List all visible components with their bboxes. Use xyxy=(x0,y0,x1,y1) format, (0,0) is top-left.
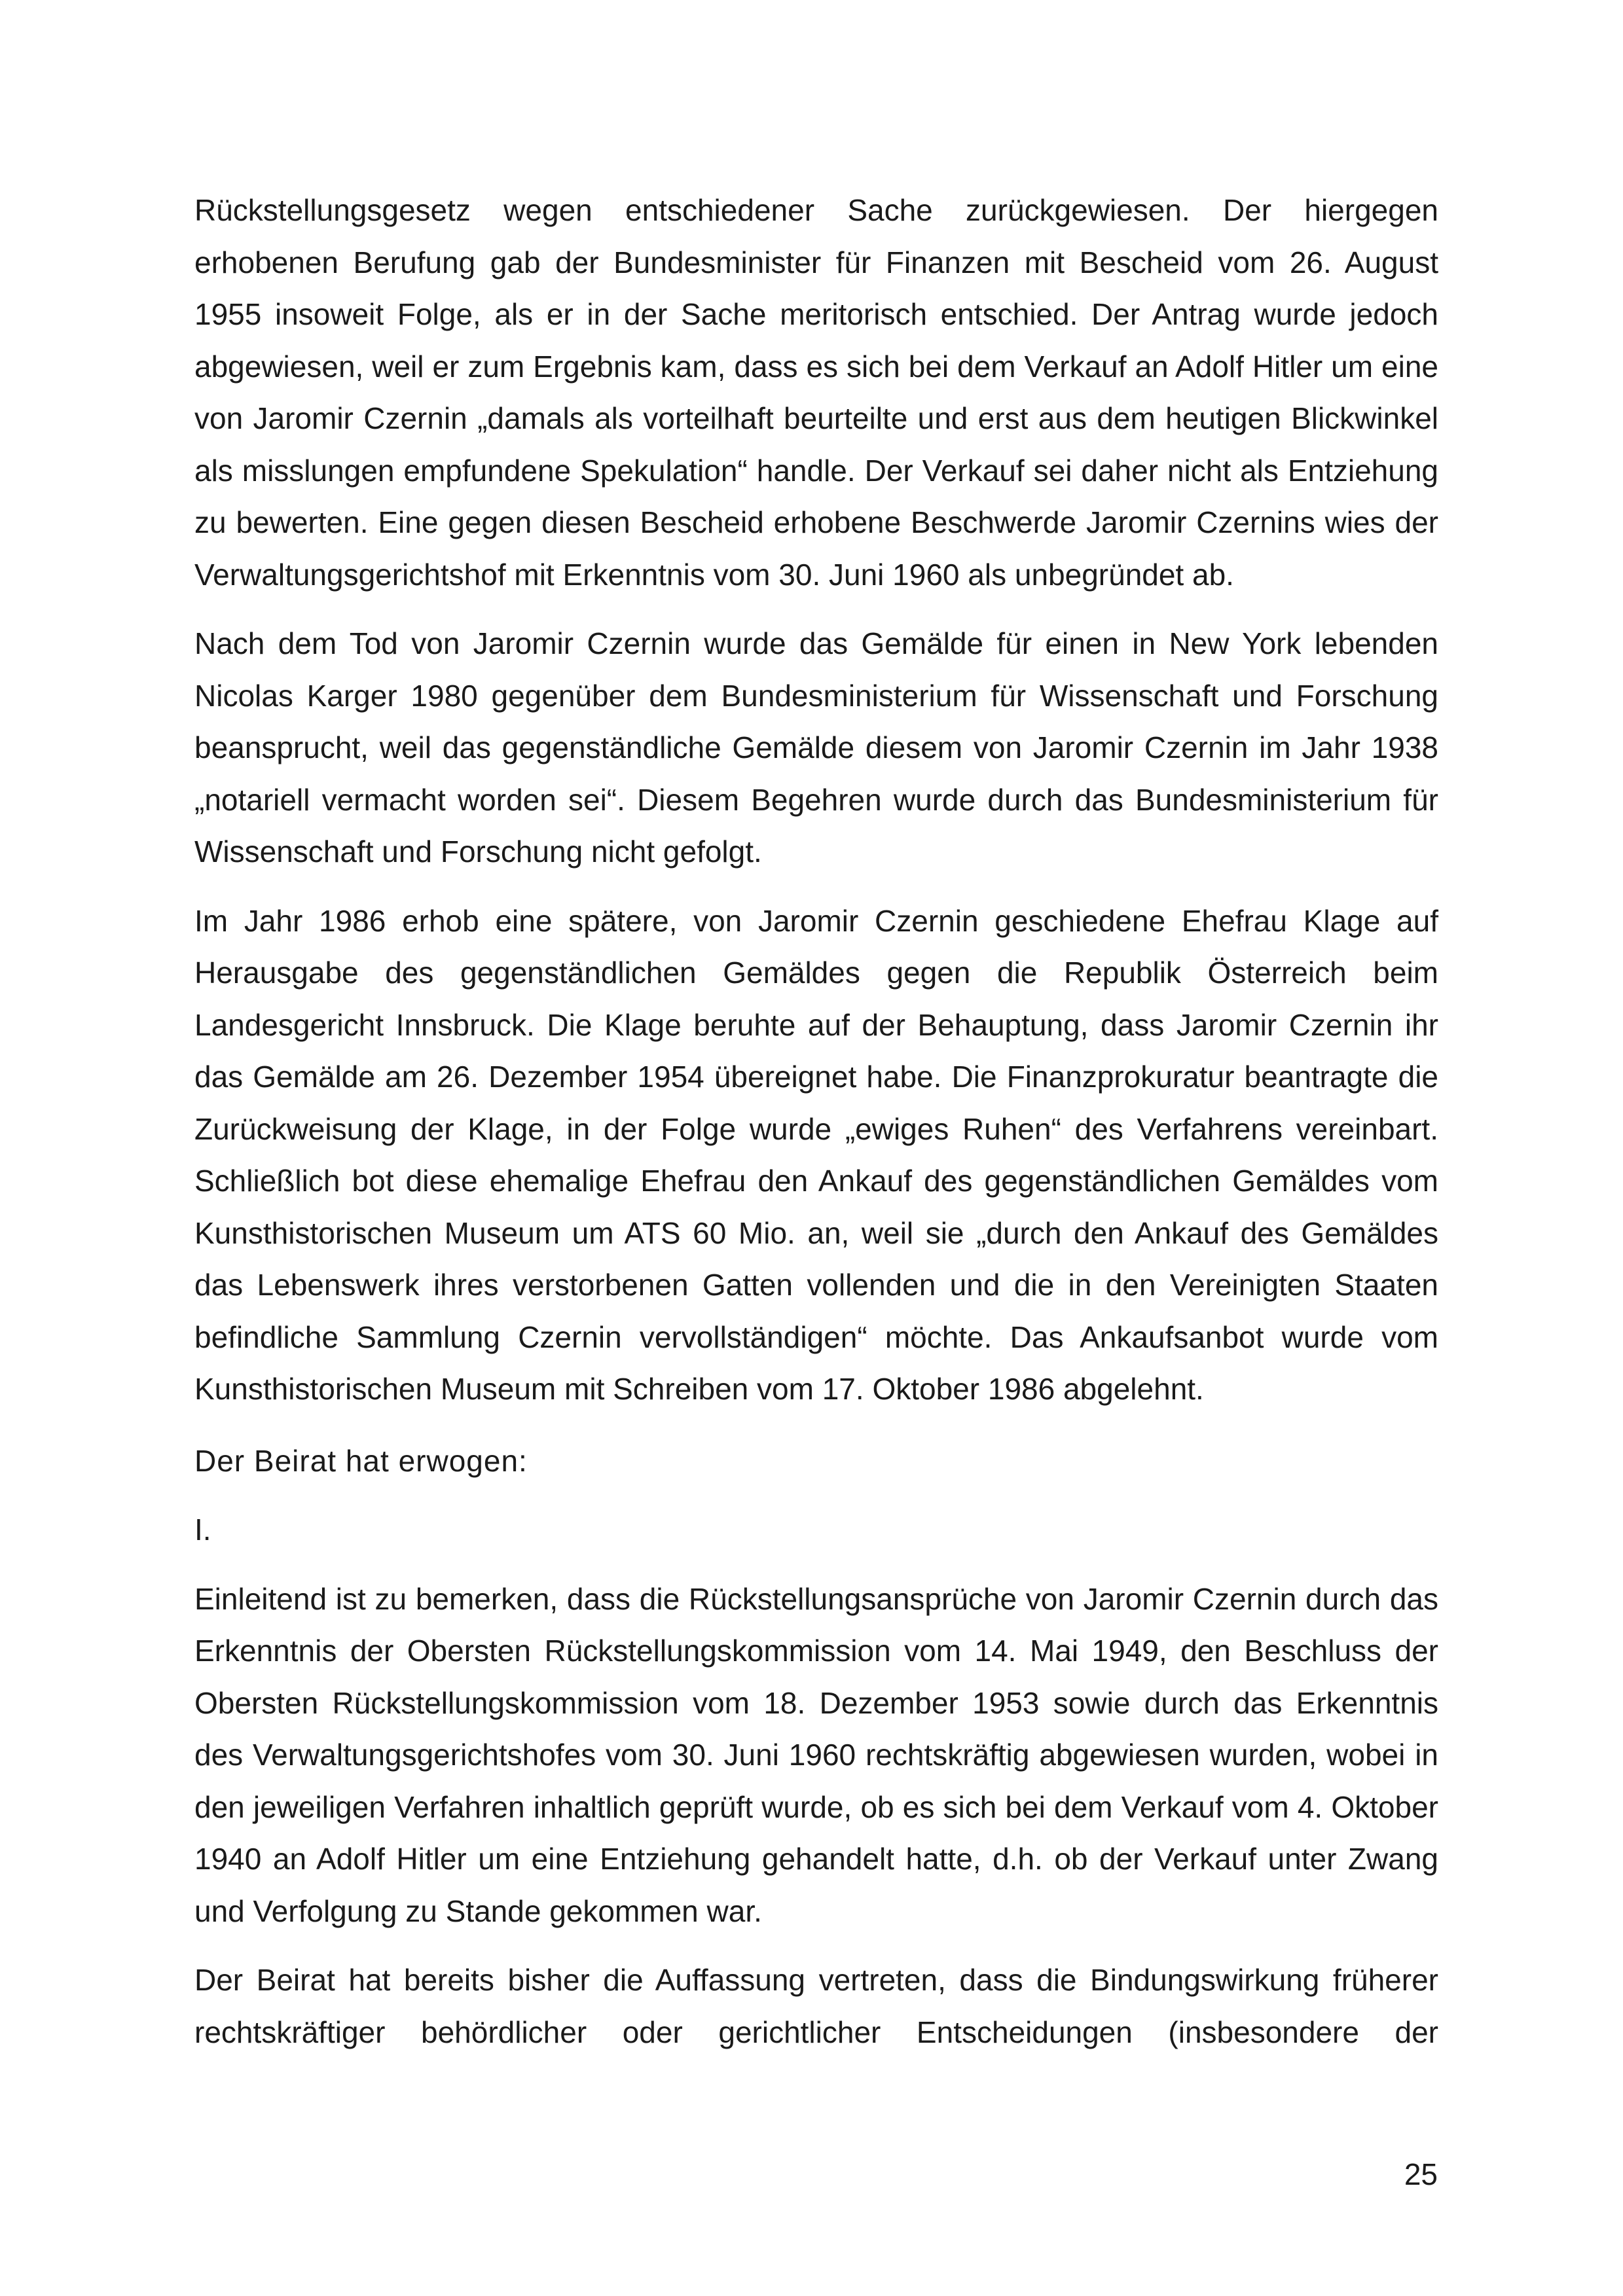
paragraph-karger-claim: Nach dem Tod von Jaromir Czernin wurde das Gemälde für einen in New York lebenden Nicolas Karger 1980 gegenüber dem Bundesministerium für Wissenschaft und Forschung beansprucht, weil das gegenständliche Gemälde diesem von Jaromir Czernin im Jahr 1938 „notariell vermacht worden sei“. Diesem Begehren wurde durch das Bundesministerium für Wissenschaft und Forschung nicht gefolgt. xyxy=(194,626,1438,869)
paragraph-binding-effect: Der Beirat hat bereits bisher die Auffassung vertreten, dass die Bindungswirkung früherer rechtskräftiger behördlicher oder gerichtlicher Entscheidungen (insbesondere der xyxy=(194,1963,1438,2049)
page-number: 25 xyxy=(1404,2157,1438,2191)
paragraph-ruckstellung-appeal: Rückstellungsgesetz wegen entschiedener Sache zurückgewiesen. Der hiergegen erhobenen Berufung gab der Bundesminister für Finanzen mit Bescheid vom 26. August 1955 insoweit Folge, als er in der Sache meritorisch entschied. Der Antrag wurde jedoch abgewiesen, weil er zum Ergebnis kam, dass es sich bei dem Verkauf an Adolf Hitler um eine von Jaromir Czernin „damals als vorteilhaft beurteilte und erst aus dem heutigen Blickwinkel als misslungen empfundene Spekulation“ handle. Der Verkauf sei daher nicht als Entziehung zu bewerten. Eine gegen diesen Bescheid erhobene Beschwerde Jaromir Czernins wies der Verwaltungsgerichtshof mit Erkenntnis vom 30. Juni 1960 als unbegründet ab. xyxy=(194,193,1438,592)
section-number: I. xyxy=(194,1513,211,1547)
paragraph-introductory-remark: Einleitend ist zu bemerken, dass die Rückstellungsansprüche von Jaromir Czernin durch das Erkenntnis der Obersten Rückstellungskommission vom 14. Mai 1949, den Beschluss der Obersten Rückstellungskommission vom 18. Dezember 1953 sowie durch das Erkenntnis des Verwaltungsgerichtshofes vom 30. Juni 1960 rechtskräftig abgewiesen wurden, wobei in den jeweiligen Verfahren inhaltlich geprüft wurde, ob es sich bei dem Verkauf vom 4. Oktober 1940 an Adolf Hitler um eine Entziehung gehandelt hatte, d.h. ob der Verkauf unter Zwang und Verfolgung zu Stande gekommen war. xyxy=(194,1581,1438,1928)
paragraph-1986-lawsuit: Im Jahr 1986 erhob eine spätere, von Jaromir Czernin geschiedene Ehefrau Klage auf Herausgabe des gegenständlichen Gemäldes gegen die Republik Österreich beim Landesgericht Innsbruck. Die Klage beruhte auf der Behauptung, dass Jaromir Czernin ihr das Gemälde am 26. Dezember 1954 übereignet habe. Die Finanzprokuratur beantragte die Zurückweisung der Klage, in der Folge wurde „ewiges Ruhen“ des Verfahrens vereinbart. Schließlich bot diese ehemalige Ehefrau den Ankauf des gegenständlichen Gemäldes vom Kunsthistorischen Museum um ATS 60 Mio. an, weil sie „durch den Ankauf des Gemäldes das Lebenswerk ihres verstorbenen Gatten vollenden und die in den Vereinigten Staaten befindliche Sammlung Czernin vervollständigen“ möchte. Das Ankaufsanbot wurde vom Kunsthistorischen Museum mit Schreiben vom 17. Oktober 1986 abgelehnt. xyxy=(194,903,1438,1406)
section-heading: Der Beirat hat erwogen: xyxy=(194,1443,528,1478)
page-body xyxy=(194,185,1438,2075)
